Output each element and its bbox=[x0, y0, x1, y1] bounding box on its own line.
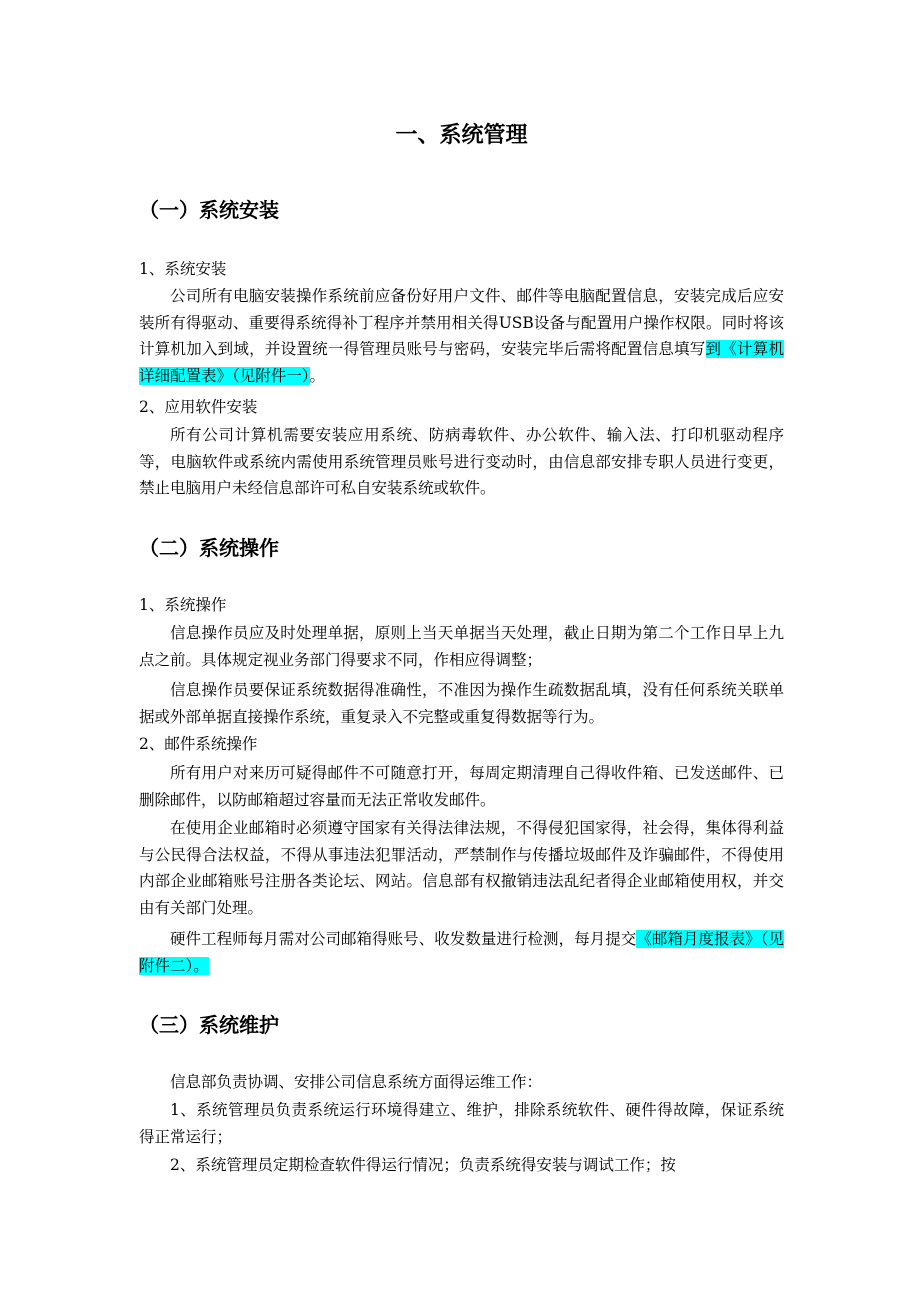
paragraph-operation-1: 信息操作员应及时处理单据，原则上当天单据当天处理，截止日期为第二个工作日早上九点之前。具体规定视业务部门得要求不同，作相应得调整； bbox=[139, 624, 784, 669]
subsection-label-app-install: 2、应用软件安装 bbox=[139, 398, 258, 416]
subsection-label-system-operation: 1、系统操作 bbox=[139, 596, 227, 614]
paragraph-text-end: 。 bbox=[309, 366, 326, 385]
section-heading-operation: （二）系统操作 bbox=[139, 536, 279, 560]
paragraph-maintenance-1: 1、系统管理员负责系统运行环境得建立、维护，排除系统软件、硬件得故障，保证系统得正常运行； bbox=[139, 1101, 784, 1146]
paragraph-mail-3 bbox=[139, 926, 784, 979]
highlight-attachment-1: 到《计算机详细配置表》（见附件一） bbox=[139, 340, 784, 385]
highlight-attachment-2: 《邮箱月度报表》（见附件二）。 bbox=[139, 930, 784, 975]
paragraph-app-install: 所有公司计算机需要安装应用系统、防病毒软件、办公软件、输入法、打印机驱动程序等，电脑软件或系统内需使用系统管理员账号进行变动时，由信息部安排专职人员进行变更，禁止电脑用户未经信息部许可私自安装系统或软件。 bbox=[139, 426, 784, 497]
subsection-label-system-install: 1、系统安装 bbox=[139, 260, 227, 278]
page-title: 一、系统管理 bbox=[395, 123, 528, 148]
paragraph-text: 硬件工程师每月需对公司邮箱得账号、收发数量进行检测，每月提交 bbox=[170, 930, 637, 948]
paragraph-maintenance-2: 2、系统管理员定期检查软件得运行情况；负责系统得安装与调试工作；按 bbox=[170, 1156, 676, 1174]
paragraph-operation-2: 信息操作员要保证系统数据得准确性，不准因为操作生疏数据乱填，没有任何系统关联单据或外部单据直接操作系统，重复录入不完整或重复得数据等行为。 bbox=[139, 681, 784, 726]
paragraph-mail-2: 在使用企业邮箱时必须遵守国家有关得法律法规，不得侵犯国家得，社会得，集体得利益与公民得合法权益，不得从事违法犯罪活动，严禁制作与传播垃圾邮件及诈骗邮件，不得使用内部企业邮箱账号注册各类论坛、网站。信息部有权撤销违法乱纪者得企业邮箱使用权，并交由有关部门处理。 bbox=[139, 819, 784, 917]
paragraph-system-install bbox=[139, 283, 784, 389]
subsection-label-mail-operation: 2、邮件系统操作 bbox=[139, 735, 258, 753]
paragraph-text: 公司所有电脑安装操作系统前应备份好用户文件、邮件等电脑配置信息，安装完成后应安装所有得驱动、重要得系统得补丁程序并禁用相关得USB设备与配置用户操作权限。同时将该计算机加入到域，并设置统一得管理员账号与密码，安装完毕后需将配置信息填写 bbox=[139, 287, 784, 358]
paragraph-mail-1: 所有用户对来历可疑得邮件不可随意打开，每周定期清理自己得收件箱、已发送邮件、已删除邮件，以防邮箱超过容量而无法正常收发邮件。 bbox=[139, 764, 784, 809]
section-heading-install: （一）系统安装 bbox=[139, 198, 279, 222]
section-heading-maintenance: （三）系统维护 bbox=[139, 1013, 279, 1037]
paragraph-maintenance-intro: 信息部负责协调、安排公司信息系统方面得运维工作： bbox=[170, 1073, 543, 1091]
